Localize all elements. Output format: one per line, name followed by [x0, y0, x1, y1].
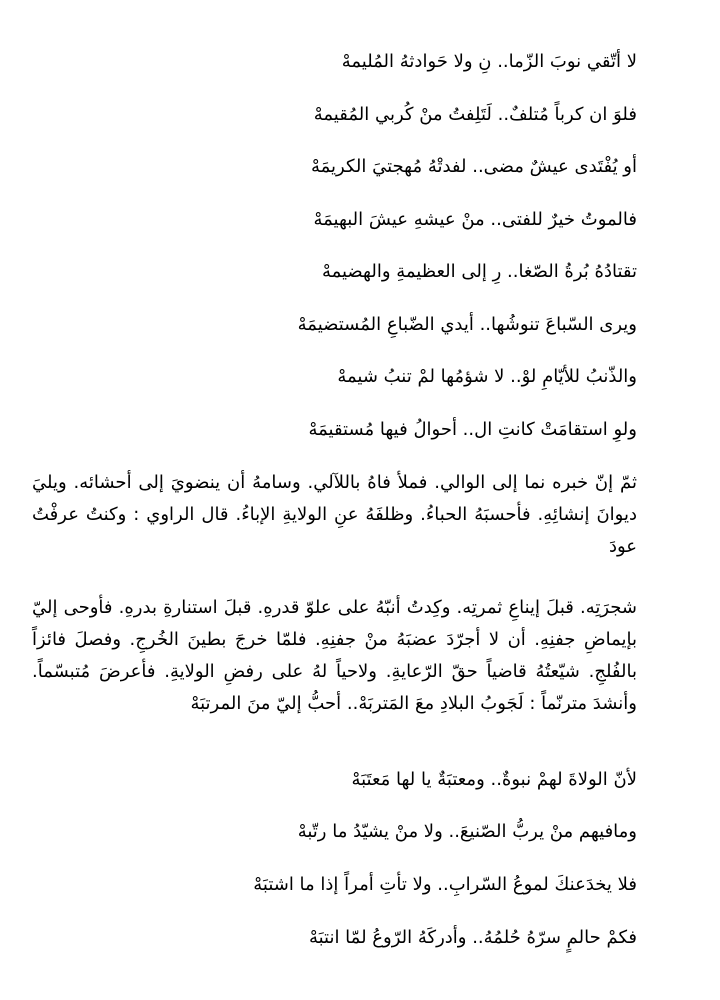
verse-line: فكمْ حالمٍ سرّهُ حُلمُهُ.. وأدركَهُ الرّوعُ لمّا انتبَهْ: [308, 927, 637, 948]
verse-line: فلا يخدَعنكَ لموعُ السّرابِ.. ولا تأتِ أمراً إذا ما اشتبَهْ: [253, 874, 637, 895]
verse-line: ولوِ استقامَتْ كانتِ ال.. أحوالُ فيها مُستقيمَهْ: [308, 419, 637, 440]
verse-line: ومافيهم منْ يربُّ الصّنيعَ.. ولا منْ يشيّدُ ما رتّبهْ: [297, 821, 637, 842]
prose-paragraph: ثمّ إنّ خبره نما إلى الوالي. فملأ فاهُ باللآلي. وسامهُ أن ينضويَ إلى أحشائه. ويليَ ديوانَ إنشائِهِ. فأحسبَهُ الحباءُ. وظلفَهُ عنِ الولايةِ الإباءُ. قال الراوي : وكنتُ عرفْتُ عودَ: [32, 472, 637, 557]
verse-line: فلوَ ان كرباً مُتلفٌ.. لَتَلِفتُ منْ كُربي المُقيمهْ: [313, 104, 637, 125]
verse-line: ويرى السّباعَ تنوشُها.. أيدي الضّباعِ المُستضيمَهْ: [297, 314, 637, 335]
verse-line: فالموتُ خيرٌ للفتى.. منْ عيشهِ عيشَ البهيمَهْ: [313, 209, 637, 230]
verse-line: أو يُفْتَدى عيشٌ مضى.. لفدتْهُ مُهجتيَ الكريمَهْ: [310, 156, 637, 177]
verse-line: تقتادُهُ بُرةُ الصّغا.. رِ إلى العظيمةِ والهضيمهْ: [321, 261, 637, 282]
verse-line: لا أتّقي نوبَ الزّما.. نِ ولا حَوادثهُ المُليمهْ: [341, 51, 637, 72]
verse-line: لأنّ الولاةَ لهمْ نبوةٌ.. ومعتبَةٌ يا لها مَعتَبَهْ: [351, 769, 637, 790]
prose-paragraph: شجرَتِه. قبلَ إيناعِ ثمرتِه. وكِدتُ أنبّهُ على علوّ قدرهِ. قبلَ استنارةِ بدرهِ. فأوحى إليّ بإيماضِ جفنِهِ. أن لا أجرّدَ عضبَهُ منْ جفنِهِ. فلمّا خرجَ بطينَ الخُرجِ. وفصلَ فائزاً بالفُلجِ. شيّعتُهُ قاضياً حقّ الرّعايةِ. ولاحياً لهُ على رفضِ الولايةِ. فأعرضَ مُتبسّماً. وأنشدَ مترنّماً : لَجَوبُ البلادِ معَ المَتربَهْ.. أحبُّ إليّ منَ المرتبَهْ: [32, 597, 637, 714]
verse-line: والذّنبُ للأيّامِ لوْ.. لا شؤمُها لمْ تنبُ شيمهْ: [337, 366, 637, 387]
